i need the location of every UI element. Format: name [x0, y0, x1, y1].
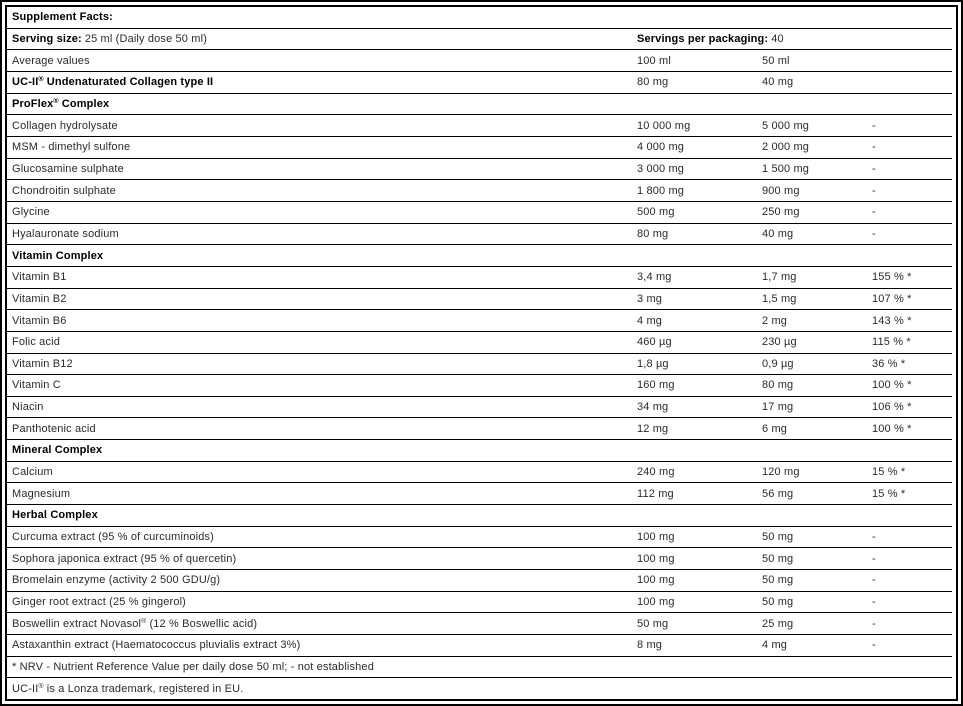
column-header-100ml: 100 ml — [637, 54, 671, 67]
value-per-100ml: 80 mg — [637, 227, 669, 240]
value-per-50ml: 120 mg — [762, 466, 800, 479]
name-text: Herbal Complex — [12, 509, 98, 522]
value-per-100ml: 1,8 µg — [637, 357, 669, 370]
value-per-100ml: 3 mg — [637, 292, 663, 305]
registered-trademark-symbol: ® — [53, 97, 59, 105]
value-per-100ml: 80 mg — [637, 76, 669, 89]
section-row — [7, 245, 952, 267]
name-text: Astaxanthin extract (Haematococcus pluvialis extract 3%) — [12, 639, 301, 652]
value-per-50ml: 250 mg — [762, 206, 800, 219]
value-per-100ml: 1 800 mg — [637, 184, 685, 197]
table-row — [7, 548, 952, 570]
value-per-100ml: 100 mg — [637, 596, 675, 609]
value-per-50ml: 40 mg — [762, 76, 794, 89]
value-nrv-percent: 100 % * — [872, 379, 912, 392]
ingredient-name — [7, 379, 637, 391]
footnote-row — [7, 657, 952, 679]
table-title: Supplement Facts: — [12, 11, 113, 24]
footnote-text — [7, 661, 952, 673]
name-text: Curcuma extract (95 % of curcuminoids) — [12, 531, 214, 544]
section-row — [7, 94, 952, 116]
ingredient-name — [7, 466, 637, 478]
name-text: Collagen hydrolysate — [12, 119, 118, 132]
value-per-100ml: 240 mg — [637, 466, 675, 479]
name-text: Calcium — [12, 466, 53, 479]
value-per-50ml: 56 mg — [762, 487, 794, 500]
serving-size-value: 25 ml (Daily dose 50 ml) — [84, 32, 208, 45]
ingredient-name — [7, 163, 637, 175]
name-text: Vitamin C — [12, 379, 61, 392]
value-per-50ml: 2 000 mg — [762, 141, 810, 154]
ingredient-name — [7, 444, 637, 456]
servings-per-packaging-cell — [637, 33, 952, 45]
name-text: MSM - dimethyl sulfone — [12, 141, 131, 154]
table-row — [7, 613, 952, 635]
table-row — [7, 115, 952, 137]
table-row — [7, 137, 952, 159]
value-per-50ml: 80 mg — [762, 379, 794, 392]
value-per-50ml: 2 mg — [762, 314, 788, 327]
value-nrv-percent: - — [872, 141, 876, 154]
value-nrv-percent: 15 % * — [872, 466, 906, 479]
value-nrv-percent: - — [872, 639, 876, 652]
name-text: Hyalauronate sodium — [12, 227, 119, 240]
ingredient-name — [7, 639, 637, 651]
value-per-50ml: 25 mg — [762, 617, 794, 630]
table-row — [7, 397, 952, 419]
name-text: Panthotenic acid — [12, 422, 96, 435]
section-row — [7, 505, 952, 527]
value-per-50ml: 50 mg — [762, 552, 794, 565]
ingredient-name — [7, 423, 637, 435]
value-per-100ml: 3,4 mg — [637, 271, 672, 284]
value-nrv-percent: 100 % * — [872, 422, 912, 435]
name-text-suffix: (12 % Boswellic acid) — [146, 617, 258, 630]
table-row — [7, 354, 952, 376]
registered-trademark-symbol: ® — [38, 682, 44, 690]
value-per-50ml: 900 mg — [762, 184, 800, 197]
table-row — [7, 267, 952, 289]
value-per-50ml: 0,9 µg — [762, 357, 794, 370]
serving-size-label: Serving size: — [12, 32, 82, 45]
value-per-100ml: 12 mg — [637, 422, 669, 435]
value-per-50ml: 6 mg — [762, 422, 788, 435]
servings-per-packaging-value: 40 — [771, 32, 784, 45]
value-per-100ml: 100 mg — [637, 552, 675, 565]
name-text: UC-II — [12, 682, 39, 695]
table-row — [7, 592, 952, 614]
table-row — [7, 635, 952, 657]
value-nrv-percent: - — [872, 574, 876, 587]
ingredient-name — [7, 250, 637, 262]
ingredient-name — [7, 336, 637, 348]
value-nrv-percent: 115 % * — [872, 336, 911, 349]
table-row — [7, 527, 952, 549]
name-text: ProFlex — [12, 97, 54, 110]
column-header-50ml: 50 ml — [762, 54, 790, 67]
value-nrv-percent: - — [872, 227, 876, 240]
table-row — [7, 375, 952, 397]
value-per-50ml: 1,7 mg — [762, 271, 797, 284]
name-text: UC-II — [12, 76, 39, 89]
value-nrv-percent: - — [872, 596, 876, 609]
name-text-suffix: Undenaturated Collagen type II — [43, 76, 214, 89]
value-per-100ml: 460 µg — [637, 336, 672, 349]
value-per-50ml: 1,5 mg — [762, 292, 797, 305]
value-nrv-percent: 36 % * — [872, 357, 906, 370]
name-text: Magnesium — [12, 487, 71, 500]
value-per-100ml: 3 000 mg — [637, 162, 685, 175]
value-per-50ml: 50 mg — [762, 574, 794, 587]
table-row — [7, 289, 952, 311]
ingredient-name — [7, 271, 637, 283]
table-row — [7, 483, 952, 505]
value-nrv-percent: 143 % * — [872, 314, 912, 327]
ingredient-name — [7, 574, 637, 586]
name-text: Bromelain enzyme (activity 2 500 GDU/g) — [12, 574, 221, 587]
name-text: Glucosamine sulphate — [12, 162, 124, 175]
table-row — [7, 180, 952, 202]
table-row — [7, 72, 952, 94]
name-text: Vitamin B12 — [12, 357, 73, 370]
value-nrv-percent: 15 % * — [872, 487, 906, 500]
value-nrv-percent: - — [872, 552, 876, 565]
table-row — [7, 332, 952, 354]
value-nrv-percent: - — [872, 119, 876, 132]
ingredient-name — [7, 509, 637, 521]
value-nrv-percent: - — [872, 206, 876, 219]
value-per-100ml: 10 000 mg — [637, 119, 691, 132]
table-row — [7, 310, 952, 332]
value-per-50ml: 50 mg — [762, 531, 794, 544]
name-text: Ginger root extract (25 % gingerol) — [12, 596, 186, 609]
table-row — [7, 418, 952, 440]
table-row — [7, 462, 952, 484]
name-text-suffix: Complex — [58, 97, 110, 110]
section-row — [7, 440, 952, 462]
name-text: * NRV - Nutrient Reference Value per daily dose 50 ml; - not established — [12, 661, 374, 674]
ingredient-name — [7, 401, 637, 413]
table-row — [7, 202, 952, 224]
value-per-100ml: 100 mg — [637, 574, 675, 587]
registered-trademark-symbol: ® — [141, 617, 147, 625]
ingredient-name — [7, 120, 637, 132]
name-text: Glycine — [12, 206, 50, 219]
serving-size-cell — [7, 33, 637, 45]
servings-per-packaging-label: Servings per packaging: — [637, 32, 769, 45]
name-text: Boswellin extract Novasol — [12, 617, 142, 630]
value-nrv-percent: - — [872, 617, 876, 630]
value-per-100ml: 160 mg — [637, 379, 675, 392]
value-nrv-percent: - — [872, 162, 876, 175]
ingredient-name — [7, 98, 637, 110]
value-per-50ml: 4 mg — [762, 639, 788, 652]
value-per-100ml: 8 mg — [637, 639, 663, 652]
ingredient-name — [7, 206, 637, 218]
name-text: Sophora japonica extract (95 % of quercetin) — [12, 552, 237, 565]
table-row — [7, 570, 952, 592]
value-nrv-percent: 106 % * — [872, 401, 912, 414]
value-nrv-percent: 155 % * — [872, 271, 912, 284]
name-text: Vitamin Complex — [12, 249, 104, 262]
name-text: Niacin — [12, 401, 44, 414]
ingredient-name — [7, 618, 637, 630]
registered-trademark-symbol: ® — [38, 76, 44, 84]
name-text: Vitamin B1 — [12, 271, 67, 284]
value-per-100ml: 50 mg — [637, 617, 669, 630]
value-per-50ml: 50 mg — [762, 596, 794, 609]
columns-header-row — [7, 50, 952, 72]
name-text: Vitamin B2 — [12, 292, 67, 305]
name-text-suffix: is a Lonza trademark, registered in EU. — [43, 682, 244, 695]
name-text: Vitamin B6 — [12, 314, 67, 327]
value-per-50ml: 1 500 mg — [762, 162, 810, 175]
ingredient-name — [7, 358, 637, 370]
value-nrv-percent: - — [872, 531, 876, 544]
value-per-50ml: 40 mg — [762, 227, 794, 240]
ingredient-name — [7, 531, 637, 543]
value-per-100ml: 112 mg — [637, 487, 674, 500]
value-per-100ml: 4 mg — [637, 314, 663, 327]
ingredient-name — [7, 185, 637, 197]
value-per-100ml: 34 mg — [637, 401, 669, 414]
value-per-50ml: 230 µg — [762, 336, 797, 349]
value-per-50ml: 17 mg — [762, 401, 794, 414]
ingredient-name — [7, 596, 637, 608]
average-values-label: Average values — [12, 54, 90, 67]
ingredient-name — [7, 228, 637, 240]
footnote-row — [7, 678, 952, 699]
value-per-50ml: 5 000 mg — [762, 119, 810, 132]
footnote-text — [7, 683, 952, 695]
table-row — [7, 159, 952, 181]
value-per-100ml: 4 000 mg — [637, 141, 685, 154]
ingredient-name — [7, 553, 637, 565]
name-text: Folic acid — [12, 336, 60, 349]
supplement-facts-table — [5, 5, 958, 701]
value-nrv-percent: 107 % * — [872, 292, 912, 305]
name-text: Mineral Complex — [12, 444, 103, 457]
ingredient-name — [7, 76, 637, 88]
serving-row — [7, 29, 952, 51]
table-title-row — [7, 7, 952, 29]
value-nrv-percent: - — [872, 184, 876, 197]
ingredient-name — [7, 315, 637, 327]
ingredient-name — [7, 293, 637, 305]
name-text: Chondroitin sulphate — [12, 184, 116, 197]
ingredient-name — [7, 488, 637, 500]
value-per-100ml: 500 mg — [637, 206, 675, 219]
value-per-100ml: 100 mg — [637, 531, 675, 544]
ingredient-name — [7, 141, 637, 153]
table-row — [7, 224, 952, 246]
